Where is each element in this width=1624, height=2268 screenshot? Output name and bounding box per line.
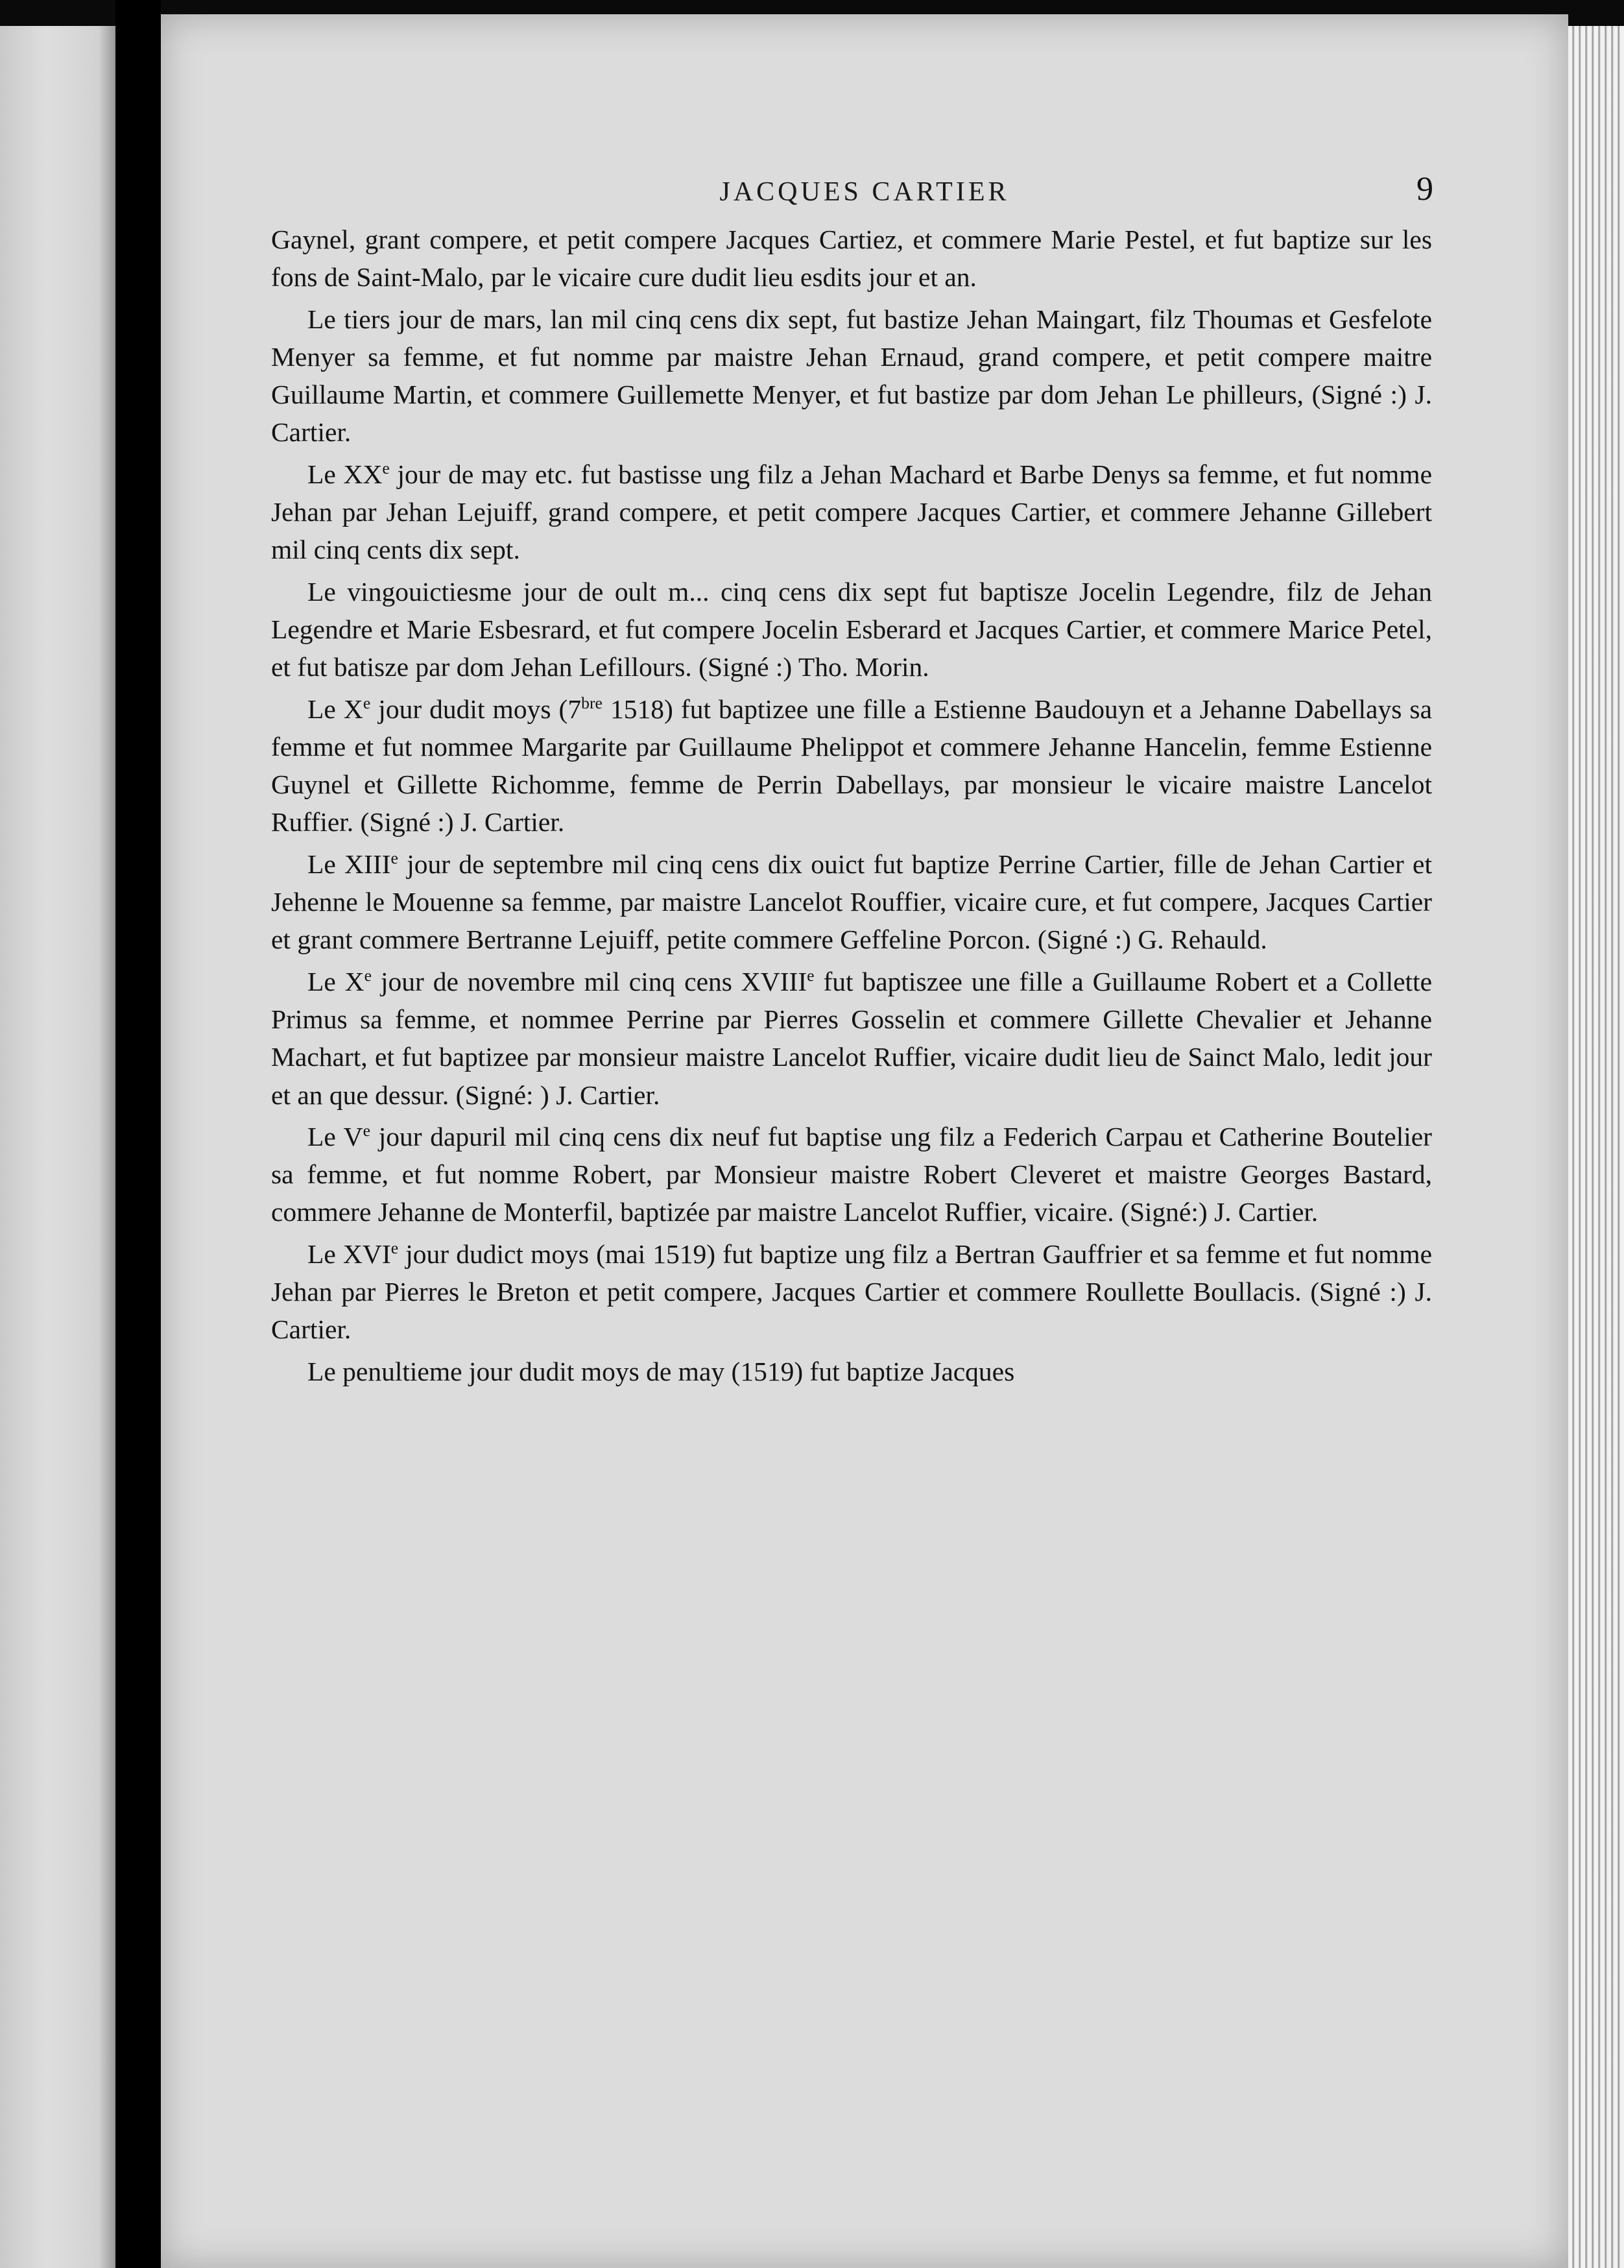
paragraph: Le tiers jour de mars, lan mil cinq cens dix sept, fut bastize Jehan Maingart, filz Thoumas et Gesfelote Menyer sa femme, et fut nomme par maistre Jehan Ernaud, grand compere, et petit compere maitre Guillaume Martin, et commere Guillemette Menyer, et fut bastize par dom Jehan Le philleurs, (Signé :) J. Cartier. [271,304,1432,448]
paragraph: Le penultieme jour dudit moys de may (1519) fut baptize Jacques [307,1356,1015,1386]
paragraph: Le XXe jour de may etc. fut bastisse ung filz a Jehan Machard et Barbe Denys sa femme, et fut nomme Jehan par Jehan Lejuiff, grand compere, et petit compere Jacques Cartier, et commere Jehanne Gillebert mil cinq cents dix sept. [271,458,1432,565]
paragraph-continued: Gaynel, grant compere, et petit compere Jacques Cartiez, et commere Marie Pestel, et fut baptize sur les fons de Saint-Malo, par le vicaire cure dudit lieu esdits jour et an. [271,224,1432,293]
paragraph: Le vingouictiesme jour de oult m... cinq cens dix sept fut baptisze Jocelin Legendre, filz de Jehan Legendre et Marie Esbesrard, et fut compere Jocelin Esberard et Jacques Cartier, et commere Marice Petel, et fut batisze par dom Jehan Lefillours. (Signé :) Tho. Morin. [271,576,1432,682]
paragraph: Le Xe jour de novembre mil cinq cens XVIIIe fut baptiszee une fille a Guillaume Robert et a Collette Primus sa femme, et nommee Perrine par Pierres Gosselin et commere Gillette Chevalier et Jehanne Machart, et fut baptizee par monsieur maistre Lancelot Ruffier, vicaire dudit lieu de Sainct Malo, ledit jour et an que dessur. (Signé: ) J. Cartier. [271,965,1433,1110]
book-gutter [115,0,161,2268]
paragraph: Le XIIIe jour de septembre mil cinq cens dix ouict fut baptize Perrine Cartier, fille de Jehan Cartier et Jehenne le Mouenne sa femme, par maistre Lancelot Rouffier, vicaire cure, et fut compere, Jacques Cartier et grant commere Bertranne Lejuiff, petite commere Geffeline Porcon. (Signé :) G. Rehauld. [271,848,1433,955]
paragraph: Le Ve jour dapuril mil cinq cens dix neuf fut baptise ung filz a Federich Carpau et Catherine Boutelier sa femme, et fut nomme Robert, par Monsieur maistre Robert Cleveret et maistre Georges Bastard, commere Jehanne de Monterfil, baptizée par maistre Lancelot Ruffier, vicaire. (Signé:) J. Cartier. [271,1121,1432,1227]
paragraph: Le Xe jour dudit moys ($7^{bre}$ 1518) fut baptizee une fille a Estienne Baudouyn et a Jehanne Dabellays sa femme et fut nommee Margarite par Guillaume Phelippot et commere Jehanne Hancelin, femme Estienne Guynel et Gillette Richomme, femme de Perrin Dabellays, par monsieur le vicaire maistre Lancelot Ruffier. (Signé :) J. Cartier. [271,693,1432,838]
running-head: JACQUES CARTIER [719,177,1010,207]
book-page [161,14,1568,2268]
paragraph: Le XVIe jour dudict moys (mai 1519) fut baptize ung filz a Bertran Gauffrier et sa femme et fut nomme Jehan par Pierres le Breton et petit compere, Jacques Cartier et commere Roullette Boullacis. (Signé :) J. Cartier. [271,1238,1433,1345]
page-number: 9 [1416,171,1433,208]
page-stack-edges [1568,26,1624,2268]
previous-page-edge [0,26,115,2268]
body-text [271,221,1432,1394]
